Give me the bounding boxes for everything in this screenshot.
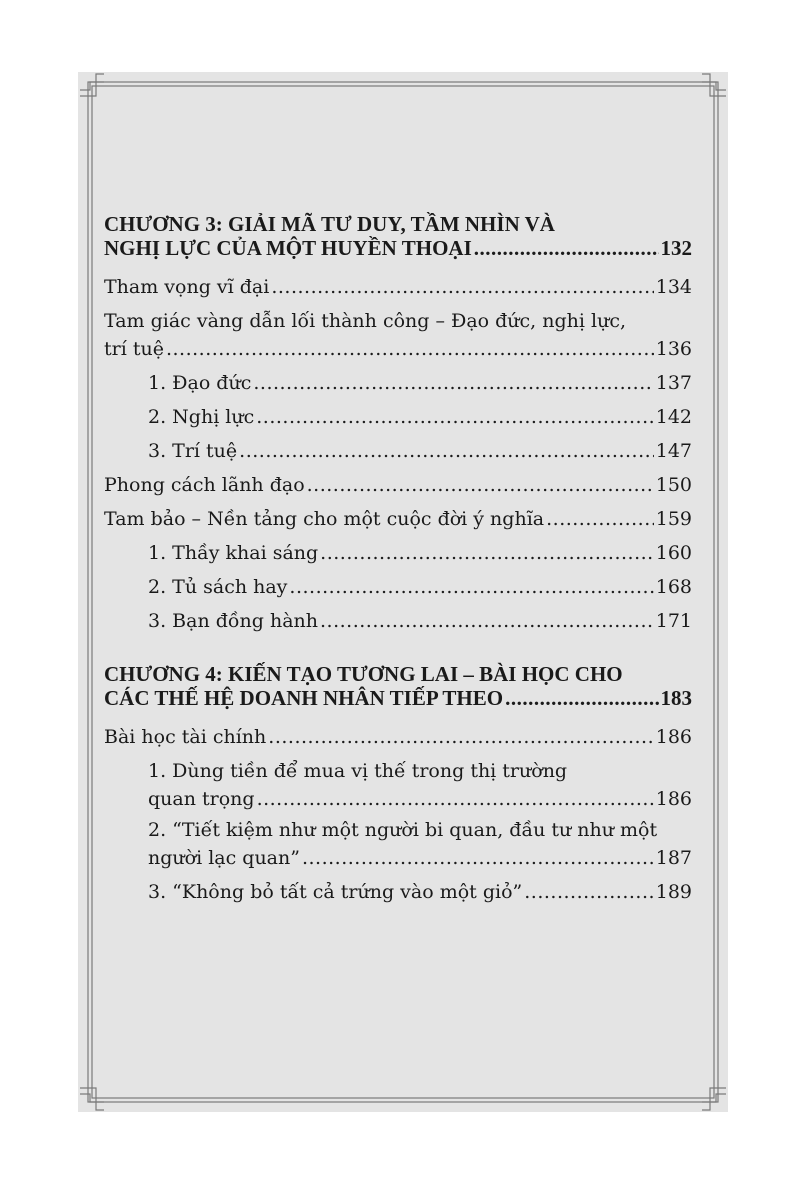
toc-entry-title: Bài học tài chính [104, 726, 267, 748]
dot-leader [474, 236, 659, 260]
toc-entry-title: 2. Tủ sách hay [148, 576, 288, 598]
chapter-4-title-row [104, 686, 692, 710]
toc-entry [104, 434, 692, 468]
toc-entry [104, 366, 692, 400]
chapter-3-title-row [104, 236, 692, 260]
chapter-3-title-line1: CHƯƠNG 3: GIẢI MÃ TƯ DUY, TẦM NHÌN VÀ [104, 212, 555, 236]
table-of-contents [104, 212, 692, 909]
toc-entry-title: 1. Đạo đức [148, 372, 252, 394]
toc-entry [104, 502, 692, 536]
chapter-3-heading [104, 212, 692, 260]
dot-leader [256, 400, 653, 434]
toc-entry-title-line1: 2. “Tiết kiệm như một người bi quan, đầu tư như một [148, 819, 658, 841]
dot-leader [505, 686, 658, 710]
toc-entry-title: quan trọng [148, 788, 255, 810]
chapter-3-page: 132 [660, 236, 692, 260]
toc-entry-page: 142 [655, 406, 692, 428]
toc-entry-page: 171 [655, 610, 692, 632]
toc-entry-page: 187 [655, 847, 692, 869]
dot-leader [302, 844, 654, 872]
dot-leader [307, 468, 654, 502]
toc-entry-title: người lạc quan” [148, 847, 300, 869]
toc-entry [104, 570, 692, 604]
chapter-4-heading [104, 662, 692, 710]
toc-entry-page: 189 [655, 881, 692, 903]
toc-entry-title-line1: Tam giác vàng dẫn lối thành công – Đạo đức, nghị lực, [104, 310, 627, 332]
toc-entry-page: 168 [655, 576, 692, 598]
dot-leader [239, 434, 654, 468]
toc-entry [104, 536, 692, 570]
toc-entry-title: 3. Trí tuệ [148, 440, 238, 462]
toc-entry-page: 186 [655, 726, 692, 748]
dot-leader [166, 335, 654, 363]
dot-leader [524, 875, 653, 909]
chapter-3-title-line2: NGHỊ LỰC CỦA MỘT HUYỀN THOẠI [104, 236, 472, 260]
dot-leader [289, 570, 653, 604]
toc-entry-page: 160 [655, 542, 692, 564]
toc-entry [104, 400, 692, 434]
dot-leader [320, 536, 654, 570]
toc-entry-title: 3. Bạn đồng hành [148, 610, 318, 632]
dot-leader [257, 785, 654, 813]
toc-entry-page: 186 [655, 788, 692, 810]
chapter-4-title-line2: CÁC THẾ HỆ DOANH NHÂN TIẾP THEO [104, 686, 504, 710]
chapter-4-title-line1: CHƯƠNG 4: KIẾN TẠO TƯƠNG LAI – BÀI HỌC CHO [104, 662, 623, 686]
toc-entry-page: 159 [655, 508, 692, 530]
toc-entry-page: 150 [655, 474, 692, 496]
toc-entry-title: Tam bảo – Nền tảng cho một cuộc đời ý nghĩa [104, 508, 545, 530]
toc-entry-title: 2. Nghị lực [148, 406, 255, 428]
toc-entry-multiline [104, 757, 692, 813]
toc-entry [104, 468, 692, 502]
toc-entry [104, 604, 692, 638]
toc-entry [104, 270, 692, 304]
toc-entry-page: 147 [655, 440, 692, 462]
toc-entry-title: Phong cách lãnh đạo [104, 474, 305, 496]
toc-entry-title-line1: 1. Dùng tiền để mua vị thế trong thị trường [148, 760, 568, 782]
toc-entry-page: 134 [655, 276, 692, 298]
toc-entry-multiline [104, 307, 692, 363]
chapter-4-page: 183 [660, 686, 692, 710]
toc-entry-title: Tham vọng vĩ đại [104, 276, 270, 298]
toc-entry [104, 875, 692, 909]
toc-entry [104, 720, 692, 754]
toc-entry-title: 3. “Không bỏ tất cả trứng vào một giỏ” [148, 881, 523, 903]
dot-leader [271, 270, 653, 304]
toc-entry-title: 1. Thầy khai sáng [148, 542, 319, 564]
toc-entry-multiline [104, 816, 692, 872]
toc-entry-page: 136 [655, 338, 692, 360]
dot-leader [253, 366, 653, 400]
dot-leader [268, 720, 653, 754]
dot-leader [546, 502, 654, 536]
toc-entry-page: 137 [655, 372, 692, 394]
toc-entry-title: trí tuệ [104, 338, 164, 360]
dot-leader [320, 604, 654, 638]
